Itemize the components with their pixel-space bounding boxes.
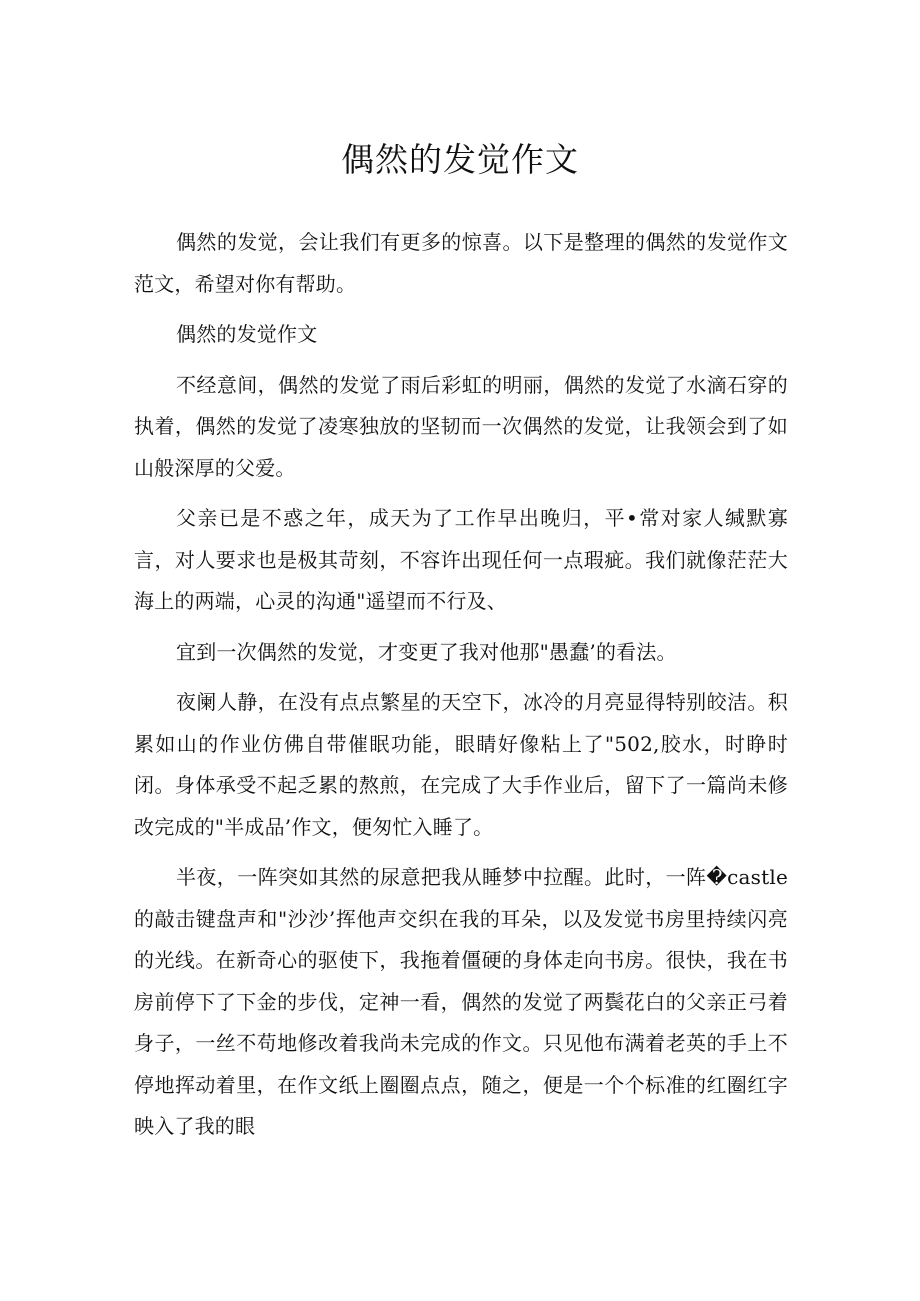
paragraph-intro: 偶然的发觉，会让我们有更多的惊喜。以下是整理的偶然的发觉作文范文，希望对你有帮助。 [134,230,788,296]
paragraph-5: 半夜，一阵突如其然的尿意把我从睡梦中拉醒。此时，一阵�castle的敲击键盘声和"沙沙’挥他声交织在我的耳朵，以及发觉书房里持续闪亮的光线。在新奇心的驱使下，我拖着僵硬的身体走向书房。很快，我在书房前停下了下金的步伐，定神一看，偶然的发觉了两鬓花白的父亲正弓着身子，一丝不苟地修改着我尚未完成的作文。只见他布满着老英的手上不停地挥动着里，在作文纸上圈圈点点，随之，便是一个个标准的红圈红字映入了我的眼 [134,865,788,1138]
paragraph-3: 宜到一次偶然的发觉，才变更了我对他那"愚蠢’的看法。 [176,639,677,664]
document-body [134,222,788,1148]
paragraph-2: 父亲已是不惑之年，成天为了工作早出晚归，平•常对家人缄默寡言，对人要求也是极其苛刻，不容许出现任何一点瑕疵。我们就像茫茫大海上的两端，心灵的沟通"遥望而不行及、 [134,506,788,613]
paragraph-subheading: 偶然的发觉作文 [176,322,318,346]
document-title: 偶然的发觉作文 [341,140,579,179]
paragraph-4: 夜阑人静，在没有点点繁星的天空下，冰冷的月亮显得特别皎洁。积累如山的作业仿佛自带催眠功能，眼睛好像粘上了"502,胶水，时睁时闭。身体承受不起乏累的熬煎，在完成了大手作业后，留下了一篇尚未修改完成的"半成品’作文，便匆忙入睡了。 [134,690,788,839]
paragraph-1: 不经意间，偶然的发觉了雨后彩虹的明丽，偶然的发觉了水滴石穿的执着，偶然的发觉了凌寒独放的坚韧而一次偶然的发觉，让我领会到了如山般深厚的父爱。 [134,372,788,480]
